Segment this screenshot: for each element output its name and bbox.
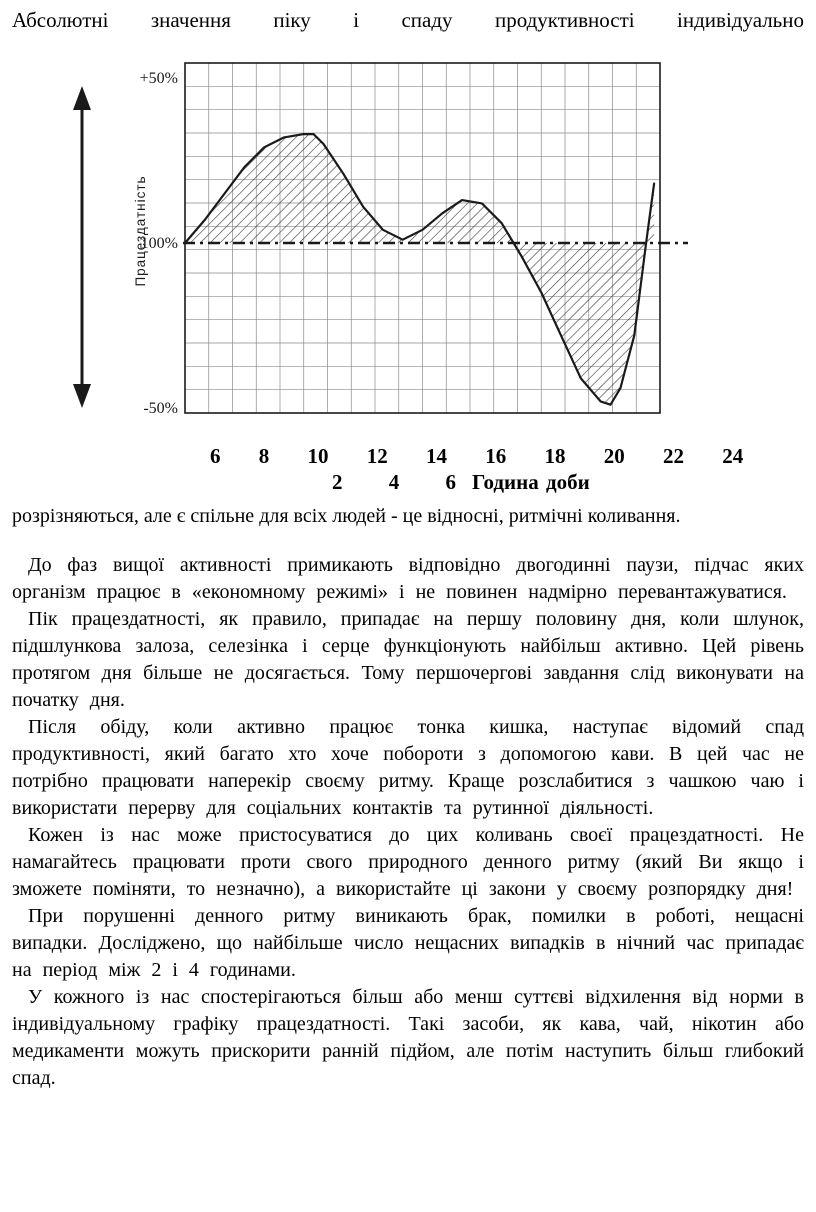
y-tick-label: -50%	[143, 400, 178, 417]
x-axis-tick-row-1: 6 8 10 12 14 16 18 20 22 24	[210, 444, 744, 468]
paragraph: У кожного із нас спостерігаються більш або менш суттєві відхилення від норми в індивідуальному графіку працездатності. Такі засоби, як кава, чай, нікотин або медикаменти можуть прискорити ранній підйом, але потім наступить більш глибокий спад.	[12, 986, 804, 1089]
y-tick-label: +50%	[139, 70, 178, 87]
page-title: Абсолютні значення піку і спаду продуктивності індивідуально	[12, 8, 804, 32]
arrow-down-head-icon	[73, 384, 91, 408]
performance-chart-image	[60, 56, 760, 424]
hatched-deviation-area	[185, 134, 654, 405]
paragraph: Після обіду, коли активно працює тонка кишка, наступає відомий спад продуктивності, який багато хто хоче побороти з допомогою кави. В цей час не потрібно працювати наперекір своєму ритму. Краще розслабитися з чашкою чаю і використати перерву для соціальних контактів та рутинної діяльності.	[12, 716, 804, 819]
x-axis-ticks-wrapped: 2 4 6	[332, 470, 456, 494]
body-text	[12, 552, 804, 1092]
x-axis-title: Година доби	[472, 470, 590, 494]
arrow-up-head-icon	[73, 86, 91, 110]
x-axis-tick-row-2	[332, 469, 804, 495]
chart-figure	[60, 56, 804, 429]
paragraph: Кожен із нас може пристосуватися до цих коливань своєї працездатності. Не намагайтесь працювати проти свого природного денного ритму (який Ви якщо і зможете поміняти, то незначно), а використайте ці закони у своєму розпорядку дня!	[12, 824, 804, 900]
y-tick-label: 100%	[140, 235, 178, 252]
paragraph: При порушенні денного ритму виникають брак, помилки в роботі, нещасні випадки. Досліджено, що найбільше число нещасних випадків в нічний час припадає на період між 2 і 4 годинами.	[12, 905, 804, 981]
paragraph: До фаз вищої активності примикають відповідно двогодинні паузи, підчас яких організм працює в «економному режимі» і не повинен надмірно перевантажуватися.	[12, 554, 804, 603]
chart-marks	[73, 70, 688, 417]
paragraph: Пік працездатності, як правило, припадає на першу половину дня, коли шлунок, підшлункова залоза, селезінка і серце функціонують найбільш активно. Цей рівень протягом дня більше не досягається. Тому першочергові завдання слід виконувати на початку дня.	[12, 608, 804, 711]
continuation-line: розрізняються, але є спільне для всіх людей - це відносні, ритмічні коливання.	[12, 505, 681, 527]
y-axis-title: Працездатність	[133, 175, 148, 287]
